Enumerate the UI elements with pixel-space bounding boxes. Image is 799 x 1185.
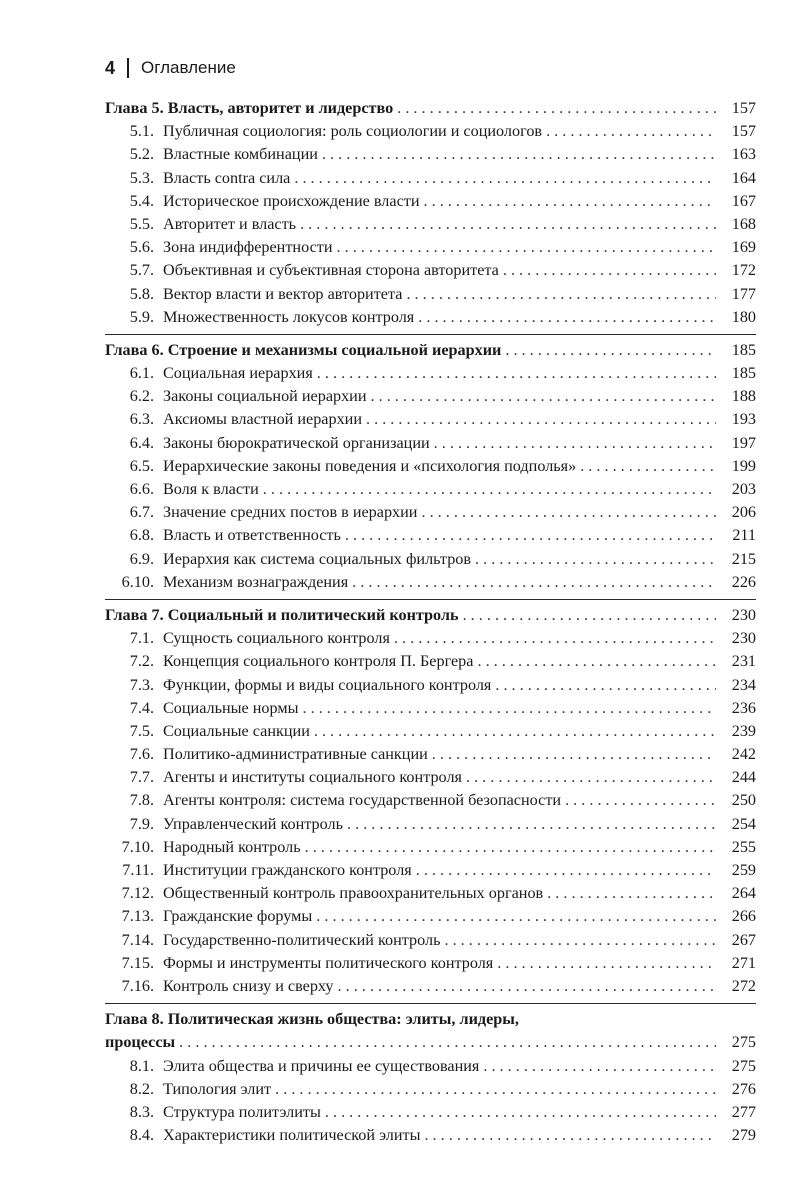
section-entry[interactable]	[105, 697, 756, 720]
section-number: 6.1.	[129, 364, 154, 383]
section-page: 157	[731, 122, 756, 141]
dot-leader	[424, 1124, 716, 1147]
section-page: 275	[731, 1056, 756, 1075]
dot-leader	[322, 143, 716, 166]
section-number: 7.14.	[121, 930, 154, 949]
chapter-title: процессы	[105, 1033, 176, 1052]
section-number: 7.11.	[122, 861, 154, 879]
section-entry[interactable]	[105, 743, 756, 766]
dot-leader	[463, 604, 716, 627]
section-title: Институции гражданского контроля	[163, 861, 412, 879]
section-number: 7.2.	[129, 652, 154, 671]
section-entry[interactable]	[105, 627, 756, 650]
section-entry[interactable]	[105, 143, 756, 166]
section-number: 7.5.	[129, 721, 154, 740]
chapter-entry[interactable]	[105, 604, 756, 627]
chapter-title: Глава 5. Власть, авторитет и лидерство	[105, 99, 394, 117]
section-entry[interactable]	[105, 1078, 756, 1101]
section-page: 255	[731, 837, 756, 856]
section-number: 5.6.	[129, 238, 154, 257]
chapter-divider	[105, 599, 756, 600]
section-title: Значение средних постов в иерархии	[163, 503, 418, 522]
section-entry[interactable]	[105, 720, 756, 743]
section-entry[interactable]	[105, 120, 756, 143]
dot-leader	[316, 905, 716, 928]
chapter-block	[105, 97, 756, 329]
dot-leader	[483, 1055, 716, 1078]
section-entry[interactable]	[105, 478, 756, 501]
section-page: 168	[731, 214, 756, 233]
dot-leader	[397, 97, 716, 120]
section-entry[interactable]	[105, 1124, 756, 1147]
section-title: Государственно-политический контроль	[163, 930, 441, 949]
dot-leader	[546, 120, 716, 143]
dot-leader	[475, 548, 716, 571]
dot-leader	[352, 571, 716, 594]
section-number: 7.1.	[129, 629, 154, 648]
section-entry[interactable]	[105, 905, 756, 928]
dot-leader	[275, 1078, 716, 1101]
section-entry[interactable]	[105, 524, 756, 547]
section-entry[interactable]	[105, 259, 756, 282]
section-entry[interactable]	[105, 548, 756, 571]
section-entry[interactable]	[105, 859, 756, 882]
section-page: 193	[731, 410, 756, 429]
section-title: Власть и ответственность	[163, 526, 341, 545]
section-page: 172	[731, 261, 756, 280]
chapter-entry[interactable]	[105, 1031, 756, 1054]
section-page: 203	[731, 480, 756, 498]
dot-leader	[314, 720, 716, 743]
section-number: 6.9.	[129, 549, 154, 568]
section-entry[interactable]	[105, 362, 756, 385]
section-title: Законы бюрократической организации	[163, 433, 430, 452]
section-title: Иерархия как система социальных фильтров	[163, 549, 472, 568]
section-title: Авторитет и власть	[163, 214, 297, 233]
section-page: 163	[731, 145, 756, 164]
section-entry[interactable]	[105, 1055, 756, 1078]
section-entry[interactable]	[105, 766, 756, 789]
chapter-divider	[105, 1003, 756, 1004]
section-title: Структура политэлиты	[163, 1102, 321, 1121]
section-title: Иерархические законы поведения и «психология подполья»	[163, 456, 577, 475]
section-page: 266	[731, 907, 756, 926]
section-number: 7.12.	[121, 884, 154, 903]
section-page: 226	[731, 572, 756, 591]
section-entry[interactable]	[105, 1101, 756, 1124]
section-page: 239	[731, 721, 756, 740]
section-number: 6.7.	[129, 503, 154, 522]
section-title: Множественность локусов контроля	[163, 307, 415, 326]
section-page: 264	[731, 884, 756, 903]
section-number: 7.16.	[121, 976, 154, 995]
section-entry[interactable]	[105, 501, 756, 524]
section-number: 7.9.	[129, 814, 154, 833]
section-page: 167	[731, 191, 756, 210]
section-page: 206	[731, 503, 756, 522]
section-title: Аксиомы властной иерархии	[163, 410, 363, 429]
section-page: 250	[731, 791, 756, 810]
section-page: 197	[731, 433, 756, 452]
section-title: Зона индифферентности	[163, 238, 333, 257]
section-page: 244	[731, 768, 756, 787]
section-entry[interactable]	[105, 306, 756, 329]
section-entry[interactable]	[105, 674, 756, 697]
dot-leader	[421, 501, 716, 524]
chapter-block	[105, 604, 756, 998]
section-title: Функции, формы и виды социального контроля	[163, 675, 492, 694]
section-title: Типология элит	[163, 1079, 272, 1098]
chapter-page: 157	[731, 99, 756, 117]
dot-leader	[337, 236, 717, 259]
section-page: 236	[731, 698, 756, 717]
section-number: 6.2.	[129, 387, 154, 406]
section-number: 5.4.	[129, 191, 154, 210]
dot-leader	[294, 167, 716, 190]
chapter-entry[interactable]	[105, 97, 756, 120]
section-title: Публичная социология: роль социологии и социологов	[163, 122, 543, 141]
section-entry[interactable]	[105, 190, 756, 213]
section-title: Контроль снизу и сверху	[163, 976, 334, 995]
dot-leader	[406, 283, 716, 306]
section-page: 231	[731, 652, 756, 671]
section-entry[interactable]	[105, 952, 756, 975]
section-title: Власть contra сила	[163, 168, 291, 187]
dot-leader	[263, 478, 716, 501]
section-number: 7.3.	[129, 675, 154, 694]
dot-leader	[503, 259, 716, 282]
section-number: 5.1.	[129, 122, 154, 141]
header-title: Оглавление	[141, 58, 236, 77]
section-title: Социальные санкции	[163, 721, 310, 740]
section-number: 8.1.	[129, 1056, 154, 1075]
dot-leader	[394, 627, 716, 650]
dot-leader	[317, 362, 716, 385]
section-number: 6.6.	[129, 480, 154, 498]
section-entry[interactable]	[105, 882, 756, 905]
section-number: 7.15.	[121, 953, 154, 972]
dot-leader	[338, 975, 717, 998]
dot-leader	[424, 190, 717, 213]
header-separator	[127, 58, 129, 78]
dot-leader	[466, 766, 716, 789]
section-page: 254	[731, 814, 756, 833]
section-number: 7.8.	[129, 791, 154, 810]
section-number: 5.2.	[129, 145, 154, 164]
section-title: Формы и инструменты политического контроля	[163, 953, 494, 972]
chapter-page: 185	[731, 340, 756, 359]
section-page: 230	[731, 629, 756, 648]
section-title: Вектор власти и вектор авторитета	[163, 284, 403, 303]
dot-leader	[495, 674, 716, 697]
section-number: 7.7.	[129, 768, 154, 787]
section-title: Концепция социального контроля П. Бергера	[163, 652, 474, 671]
dot-leader	[434, 432, 716, 455]
section-number: 8.2.	[129, 1079, 154, 1098]
section-number: 6.10.	[121, 572, 154, 591]
section-title: Гражданские форумы	[163, 907, 313, 926]
section-entry[interactable]	[105, 813, 756, 836]
section-title: Механизм вознаграждения	[163, 572, 349, 591]
section-number: 5.9.	[129, 307, 154, 326]
section-page: 259	[731, 861, 756, 879]
section-entry[interactable]	[105, 650, 756, 673]
section-entry[interactable]	[105, 975, 756, 998]
section-entry[interactable]	[105, 789, 756, 812]
section-number: 7.13.	[121, 907, 154, 926]
section-number: 5.8.	[129, 284, 154, 303]
section-entry[interactable]	[105, 455, 756, 478]
section-number: 7.4.	[129, 698, 154, 717]
dot-leader	[371, 385, 716, 408]
section-entry[interactable]	[105, 213, 756, 236]
section-page: 272	[731, 976, 756, 995]
section-entry[interactable]	[105, 283, 756, 306]
section-page: 199	[731, 456, 756, 475]
section-page: 177	[731, 284, 756, 303]
chapter-title: Глава 7. Социальный и политический контроль	[105, 605, 459, 624]
section-entry[interactable]	[105, 385, 756, 408]
section-title: Воля к власти	[163, 480, 259, 498]
section-number: 5.3.	[129, 168, 154, 187]
section-page: 169	[731, 238, 756, 257]
dot-leader	[418, 306, 716, 329]
section-title: Общественный контроль правоохранительных органов	[163, 884, 544, 903]
chapter-title: Глава 6. Строение и механизмы социальной иерархии	[105, 340, 502, 359]
section-title: Агенты контроля: система государственной безопасности	[163, 791, 562, 810]
chapter-title-line1[interactable]: Глава 8. Политическая жизнь общества: элиты, лидеры,	[105, 1010, 519, 1029]
section-page: 279	[731, 1126, 756, 1145]
dot-leader	[345, 524, 716, 547]
chapter-entry[interactable]	[105, 339, 756, 362]
section-title: Законы социальной иерархии	[163, 387, 367, 406]
dot-leader	[347, 813, 716, 836]
section-number: 5.7.	[129, 261, 154, 280]
chapter-block	[105, 339, 756, 594]
section-title: Объективная и субъективная сторона авторитета	[163, 261, 499, 280]
chapter-block	[105, 1008, 756, 1147]
dot-leader	[505, 339, 716, 362]
dot-leader	[179, 1031, 716, 1054]
section-number: 6.3.	[129, 410, 154, 429]
dot-leader	[366, 408, 716, 431]
dot-leader	[300, 213, 716, 236]
section-entry[interactable]	[105, 929, 756, 952]
section-title: Управленческий контроль	[163, 814, 343, 833]
section-page: 277	[731, 1102, 756, 1121]
running-header	[105, 56, 236, 80]
section-number: 7.10.	[121, 837, 154, 856]
chapter-page: 230	[731, 605, 756, 624]
section-title: Народный контроль	[163, 837, 301, 856]
dot-leader	[325, 1101, 716, 1124]
section-page: 234	[731, 675, 756, 694]
dot-leader	[497, 952, 716, 975]
dot-leader	[444, 929, 716, 952]
dot-leader	[303, 697, 717, 720]
section-title: Социальные нормы	[163, 698, 299, 717]
section-entry[interactable]	[105, 408, 756, 431]
section-page: 211	[732, 526, 756, 545]
section-title: Социальная иерархия	[163, 364, 313, 383]
section-entry[interactable]	[105, 167, 756, 190]
section-page: 267	[731, 930, 756, 949]
section-entry[interactable]	[105, 432, 756, 455]
dot-leader	[580, 455, 716, 478]
section-entry[interactable]	[105, 571, 756, 594]
chapter-page: 275	[731, 1033, 756, 1052]
section-page: 180	[731, 307, 756, 326]
section-page: 188	[731, 387, 756, 406]
dot-leader	[432, 743, 716, 766]
section-page: 185	[731, 364, 756, 383]
section-title: Властные комбинации	[163, 145, 318, 164]
chapter-divider	[105, 334, 756, 335]
section-number: 8.4.	[129, 1126, 154, 1145]
section-title: Историческое происхождение власти	[163, 191, 420, 210]
section-page: 276	[731, 1079, 756, 1098]
section-number: 6.8.	[129, 526, 154, 545]
section-title: Агенты и институты социального контроля	[163, 768, 462, 787]
dot-leader	[477, 650, 716, 673]
dot-leader	[565, 789, 716, 812]
section-entry[interactable]	[105, 236, 756, 259]
section-title: Характеристики политической элиты	[163, 1126, 421, 1145]
section-number: 8.3.	[129, 1102, 154, 1121]
section-page: 242	[731, 745, 756, 764]
section-number: 7.6.	[129, 745, 154, 764]
dot-leader	[416, 859, 716, 882]
section-title: Сущность социального контроля	[163, 629, 390, 648]
section-number: 5.5.	[129, 214, 154, 233]
dot-leader	[547, 882, 716, 905]
page-number: 4	[105, 57, 116, 78]
section-number: 6.5.	[129, 456, 154, 475]
section-page: 271	[731, 953, 756, 972]
section-title: Элита общества и причины ее существования	[163, 1056, 480, 1075]
section-title: Политико-административные санкции	[163, 745, 428, 764]
section-page: 164	[731, 168, 756, 187]
section-entry[interactable]	[105, 836, 756, 859]
section-number: 6.4.	[129, 433, 154, 452]
dot-leader	[305, 836, 716, 859]
section-page: 215	[731, 549, 756, 568]
table-of-contents	[105, 97, 756, 1151]
